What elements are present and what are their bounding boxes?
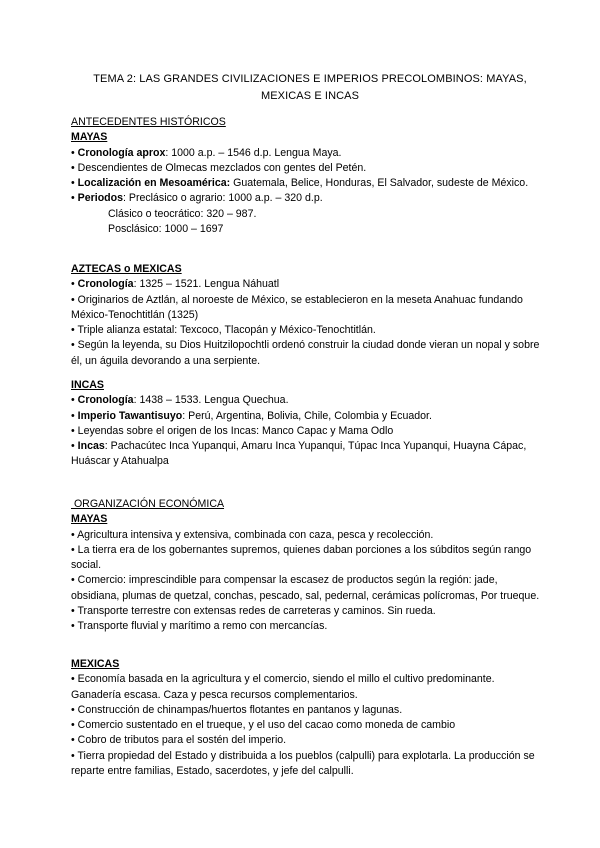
list-item: • Construcción de chinampas/huertos flotantes en pantanos y lagunas.	[71, 703, 403, 716]
list-item: • Imperio Tawantisuyo: Perú, Argentina, Bolivia, Chile, Colombia y Ecuador.	[71, 409, 432, 422]
subheading-mayas-economia: MAYAS	[71, 513, 108, 526]
subheading-mexicas: MEXICAS	[71, 658, 120, 670]
list-item: • Localización en Mesoamérica: Guatemala, Belice, Honduras, El Salvador, sudeste de México.	[71, 177, 529, 190]
title-line-2: MEXICAS E INCAS	[260, 90, 360, 102]
list-item: • Periodos: Preclásico o agrario: 1000 a.p. – 320 d.p.	[71, 192, 323, 205]
document-title	[60, 71, 560, 105]
list-item: • Descendientes de Olmecas mezclados con gentes del Petén.	[71, 161, 367, 174]
section-mexicas-economia	[71, 657, 541, 779]
list-item: • Cronología aprox: 1000 a.p. – 1546 d.p. Lengua Maya.	[71, 146, 342, 159]
period-line: Posclásico: 1000 – 1697	[108, 223, 224, 236]
period-line: Clásico o teocrático: 320 – 987.	[108, 207, 257, 220]
list-item: • Originarios de Aztlán, al noroeste de México, se establecieron en la meseta Anahuac fundando México-Tenochtitlán (1325)	[71, 293, 523, 321]
section-organizacion	[71, 497, 541, 635]
subheading-incas: INCAS	[71, 379, 104, 391]
list-item: • Cronología: 1438 – 1533. Lengua Quechua.	[71, 394, 289, 407]
list-item: • Tierra propiedad del Estado y distribuida a los pueblos (calpulli) para explotarla. La producción se reparte entre familias, Estado, sacerdotes, y jefe del calpulli.	[71, 749, 535, 778]
list-item: • Agricultura intensiva y extensiva, combinada con caza, pesca y recolección.	[71, 528, 434, 541]
list-item: • Comercio: imprescindible para compensar la escasez de productos según la región: jade, obsidiana, plumas de quetzal, conchas, pescado, sal, pedernal, cerámicas polícromas, Por trueque.	[71, 574, 540, 602]
subheading-mayas: MAYAS	[71, 131, 108, 144]
list-item: • Cobro de tributos para el sostén del imperio.	[71, 734, 287, 747]
list-item: • Según la leyenda, su Dios Huitzilopochtli ordenó construir la ciudad donde vieran un nopal y sobre él, un águila devorando a una serpiente.	[71, 339, 540, 367]
subheading-aztecas: AZTECAS o MEXICAS	[71, 263, 182, 275]
list-item: • Incas: Pachacútec Inca Yupanqui, Amaru Inca Yupanqui, Túpac Inca Yupanqui, Huayna Cápac, Huáscar y Atahualpa	[71, 440, 527, 468]
list-item: • Transporte fluvial y marítimo a remo con mercancías.	[71, 620, 328, 633]
list-item: • Transporte terrestre con extensas redes de carreteras y caminos. Sin rueda.	[71, 605, 436, 618]
list-item: • Cronología: 1325 – 1521. Lengua Náhuatl	[71, 278, 280, 291]
list-item: • La tierra era de los gobernantes supremos, quienes daban porciones a los súbditos según rango social.	[71, 543, 532, 572]
section-aztecas	[71, 262, 541, 369]
title-line-1: TEMA 2: LAS GRANDES CIVILIZACIONES E IMPERIOS PRECOLOMBINOS: MAYAS,	[93, 73, 527, 85]
section-heading-antecedentes: ANTECEDENTES HISTÓRICOS	[71, 116, 226, 128]
list-item: • Leyendas sobre el origen de los Incas: Manco Capac y Mama Odlo	[71, 424, 394, 437]
section-incas	[71, 378, 541, 470]
list-item: • Comercio sustentado en el trueque, y el uso del cacao como moneda de cambio	[71, 719, 456, 732]
section-heading-organizacion: ORGANIZACIÓN ECONÓMICA	[71, 498, 225, 510]
section-antecedentes	[71, 115, 541, 237]
list-item: • Economía basada en la agricultura y el comercio, siendo el millo el cultivo predominante. Ganadería escasa. Caza y pesca recursos complementarios.	[71, 673, 495, 701]
list-item: • Triple alianza estatal: Texcoco, Tlacopán y México-Tenochtitlán.	[71, 324, 376, 337]
